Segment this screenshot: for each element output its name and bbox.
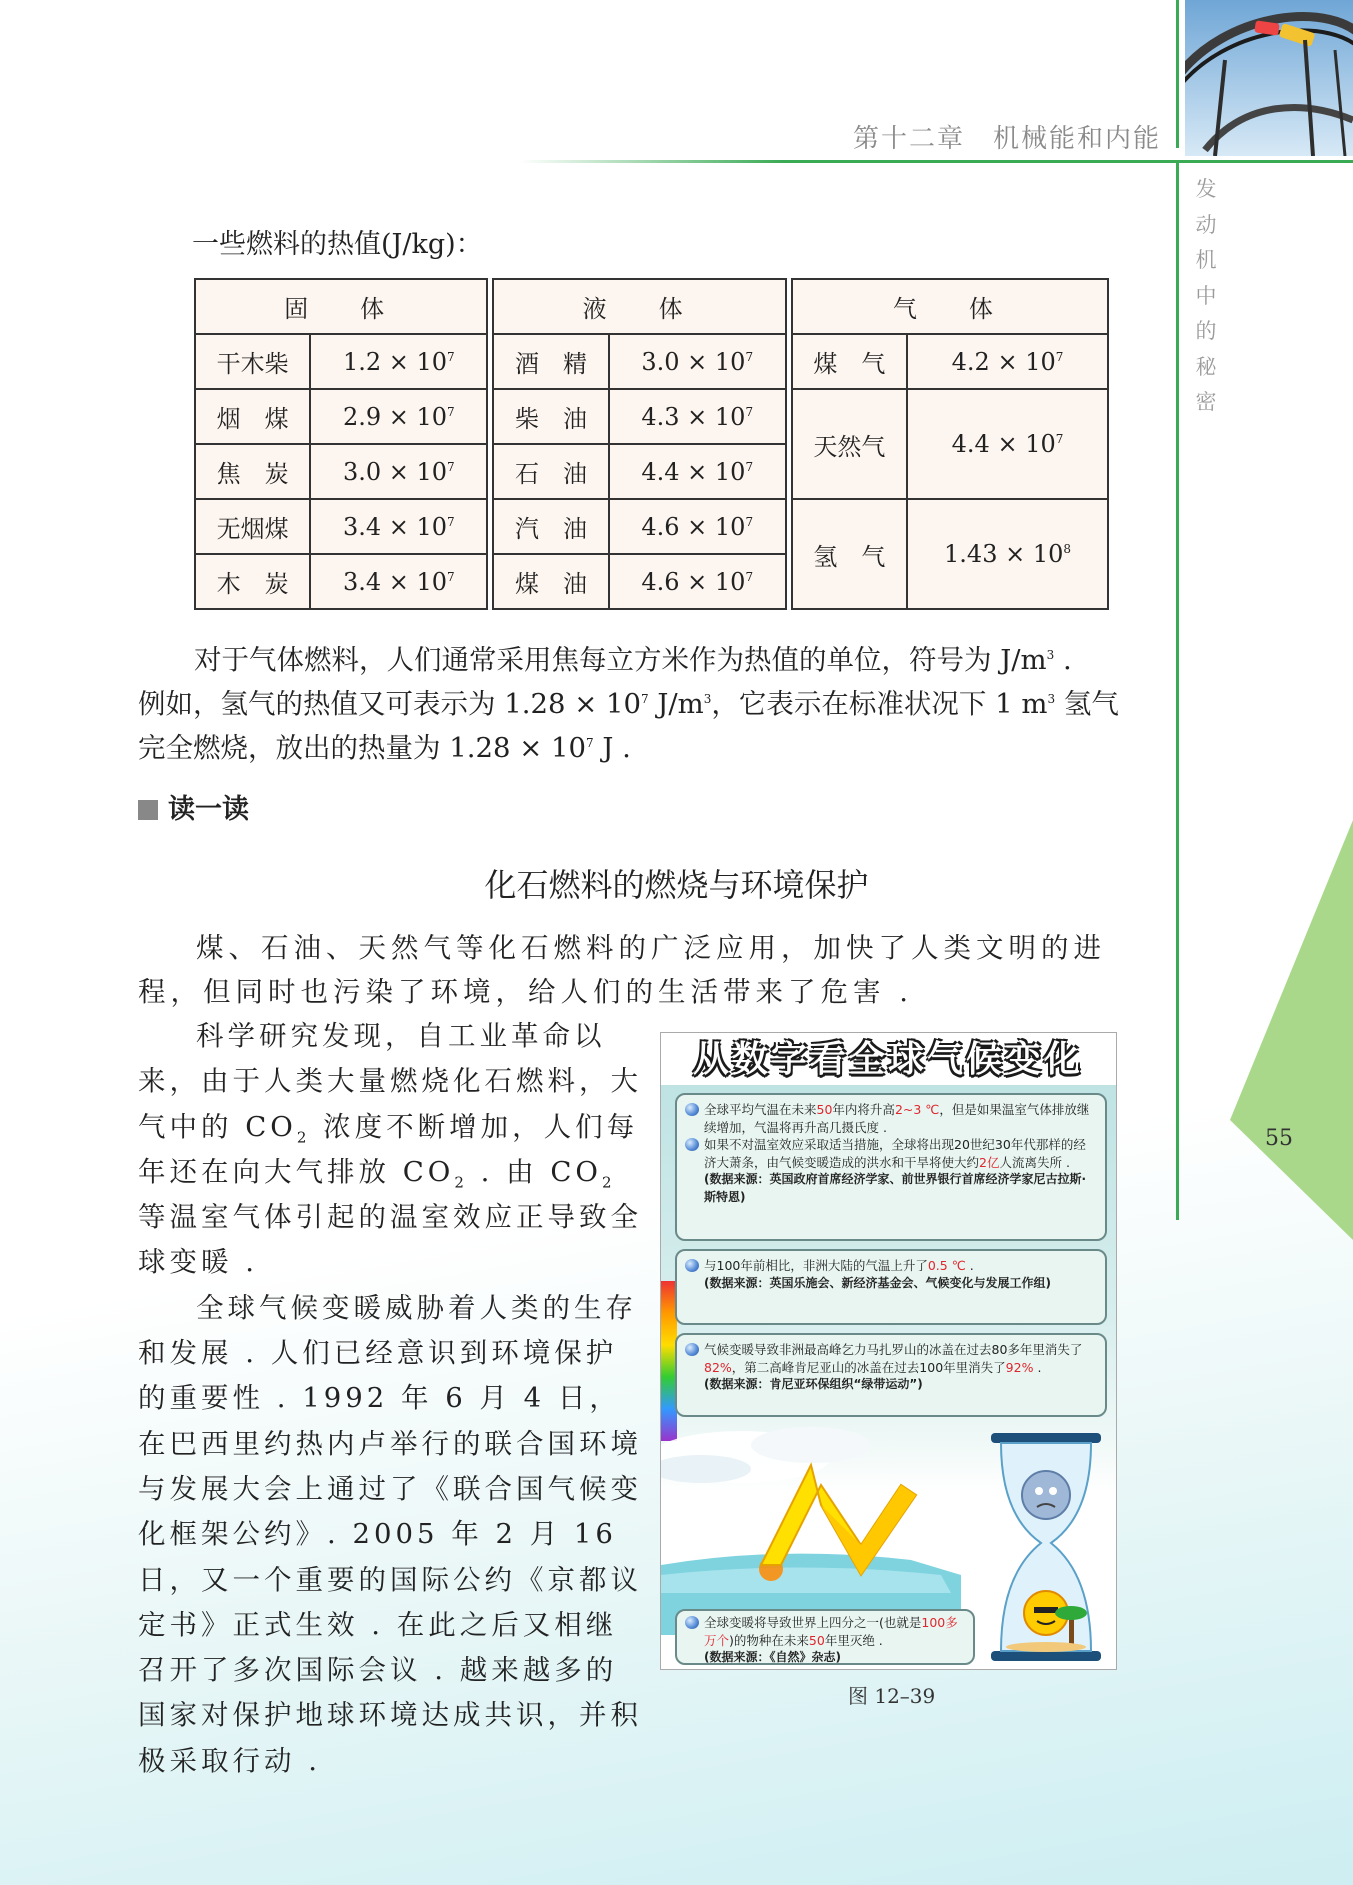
fuel-name: 柴 油 — [493, 389, 608, 444]
fuel-name: 干木柴 — [195, 334, 310, 389]
chapter-title: 第十二章 机械能和内能 — [852, 124, 1161, 154]
header-horizontal-rule — [520, 160, 1180, 163]
table-row — [195, 389, 1108, 444]
paragraph-agreements: 全球气候变暖威胁着人类的生存和发展 . 人们已经意识到环境保护的重要性 . 1992 年 6 月 4 日，在巴西里约热内卢举行的联合国环境与发展大会上通过了《联合国气候变化框架公约》. 2005 年 2 月 16 日，又一个重要的国际公约《京都议定书》正式生效 . 在此之后又相继召开了多次国际会议 . 越来越多的国家对保护地球环境达成共识，并积极采取行动 . — [138, 1291, 642, 1777]
article-title: 化石燃料的燃烧与环境保护 — [484, 866, 869, 904]
sidebar-char: 秘 — [1195, 354, 1217, 379]
fuel-name: 酒 精 — [493, 334, 608, 389]
heat-value: $1.43 \times 10^8$ — [907, 499, 1108, 609]
heat-value: $4.6 \times 10^7$ — [609, 499, 786, 554]
heat-value: $4.4 \times 10^7$ — [609, 444, 786, 499]
column-group-gas: 气 体 — [792, 279, 1108, 334]
infographic-title: 从数字看全球气候变化 — [692, 1039, 1083, 1080]
fuel-name: 无烟煤 — [195, 499, 310, 554]
bullet-icon — [685, 1616, 699, 1629]
page-number: 55 — [1265, 1126, 1293, 1151]
table-caption: 一些燃料的热值(J/kg)： — [192, 229, 483, 260]
sidebar-char: 动 — [1195, 212, 1217, 237]
fact-box-4: 全球变暖将导致世界上四分之一(也就是100多万个)的物种在未来50年里灭绝 . (数据来源：《自然》杂志) — [675, 1609, 975, 1665]
section-marker — [138, 800, 158, 820]
heat-value: $2.9 \times 10^7$ — [310, 389, 487, 444]
heat-value: $4.2 \times 10^7$ — [907, 334, 1108, 389]
sidebar-char: 的 — [1195, 319, 1217, 343]
fact-box-1: 全球平均气温在未来50年内将升高2~3 ℃，但是如果温室气体排放继续增加，气温将再升高几摄氏度 . 如果不对温室效应采取适当措施，全球将出现20世纪30年代那样的经济大萧条，由气候变暖造成的洪水和干旱将使大约2亿人流离失所 . (数据来源：英国政府首席经济学家、前世界银行首席经济学家尼古拉斯·斯特恩) — [675, 1093, 1107, 1241]
fuel-name: 煤 气 — [792, 334, 907, 389]
sidebar-char: 机 — [1195, 248, 1217, 272]
sidebar-section-title — [1192, 172, 1220, 421]
heat-value: $4.4 \times 10^7$ — [907, 389, 1108, 499]
fuel-name: 氢 气 — [792, 499, 907, 609]
fuel-name: 木 炭 — [195, 554, 310, 609]
fuel-name: 石 油 — [493, 444, 608, 499]
sidebar-char: 中 — [1195, 283, 1217, 308]
heat-value: $1.2 \times 10^7$ — [310, 334, 487, 389]
header-vertical-rule — [1176, 0, 1179, 148]
intro-paragraph: 煤、石油、天然气等化石燃料的广泛应用，加快了人类文明的进程，但同时也污染了环境，给人们的生活带来了危害 . — [138, 932, 1106, 1008]
heat-value: $3.4 \times 10^7$ — [310, 499, 487, 554]
data-source: (数据来源：英国政府首席经济学家、前世界银行首席经济学家尼古拉斯·斯特恩) — [704, 1172, 1087, 1204]
gas-heat-value-paragraph: 对于气体燃料，人们通常采用焦每立方米作为热值的单位，符号为 $J/m^3$ . 例如，氢气的热值又可表示为 $1.28 \times 10^7$ $J/m^3$，它表示在标准状况下 1 $m^3$ 氢气 完全燃烧，放出的热量为 $1.28 \times 10^7$ J . — [138, 644, 1119, 764]
body-paragraphs — [138, 1014, 643, 1784]
heat-value: $4.3 \times 10^7$ — [609, 389, 786, 444]
sidebar-char: 密 — [1195, 390, 1217, 414]
sidebar-rule — [1176, 160, 1179, 1220]
roller-coaster-photo — [1185, 0, 1353, 156]
heat-value: $3.4 \times 10^7$ — [310, 554, 487, 609]
data-source: (数据来源：《自然》杂志) — [704, 1650, 841, 1664]
table-row — [195, 499, 1108, 554]
data-source: (数据来源：肯尼亚环保组织“绿带运动”) — [704, 1377, 923, 1391]
fuel-name: 煤 油 — [493, 554, 608, 609]
bullet-icon — [685, 1103, 699, 1116]
fuel-name: 天然气 — [792, 389, 907, 499]
fact-box-2: 与100年前相比，非洲大陆的气温上升了0.5 ℃ . (数据来源：英国乐施会、新经济基金会、气候变化与发展工作组) — [675, 1249, 1107, 1325]
data-source: (数据来源：英国乐施会、新经济基金会、气候变化与发展工作组) — [704, 1275, 1051, 1290]
sidebar-char: 发 — [1195, 177, 1217, 201]
figure-caption: 图 12–39 — [848, 1684, 936, 1708]
paragraph-co2: 科学研究发现，自工业革命以来，由于人类大量燃烧化石燃料，大气中的 $CO_2$ 浓度不断增加，人们每年还在向大气排放 $CO_2$ . 由 $CO_2$ 等温室气体引起的温室效应正导致全球变暖 . — [138, 1020, 642, 1279]
heat-value: $3.0 \times 10^7$ — [310, 444, 487, 499]
fact-box-3: 气候变暖导致非洲最高峰乞力马扎罗山的冰盖在过去80多年里消失了82%，第二高峰肯尼亚山的冰盖在过去100年里消失了92% . (数据来源：肯尼亚环保组织“绿带运动”) — [675, 1333, 1107, 1417]
fuel-name: 焦 炭 — [195, 444, 310, 499]
column-group-liquid: 液 体 — [493, 279, 785, 334]
heat-value: $4.6 \times 10^7$ — [609, 554, 786, 609]
climate-infographic — [660, 1032, 1117, 1670]
bullet-icon — [685, 1343, 699, 1356]
header-horizontal-rule-right — [1176, 160, 1353, 163]
bullet-icon — [685, 1138, 699, 1151]
table-row — [195, 334, 1108, 389]
column-group-solid: 固 体 — [195, 279, 487, 334]
heat-value: $3.0 \times 10^7$ — [609, 334, 786, 389]
fuel-name: 汽 油 — [493, 499, 608, 554]
section-heading: 读一读 — [138, 787, 249, 826]
heat-value-table — [194, 278, 1109, 610]
bullet-icon — [685, 1259, 699, 1272]
fuel-name: 烟 煤 — [195, 389, 310, 444]
